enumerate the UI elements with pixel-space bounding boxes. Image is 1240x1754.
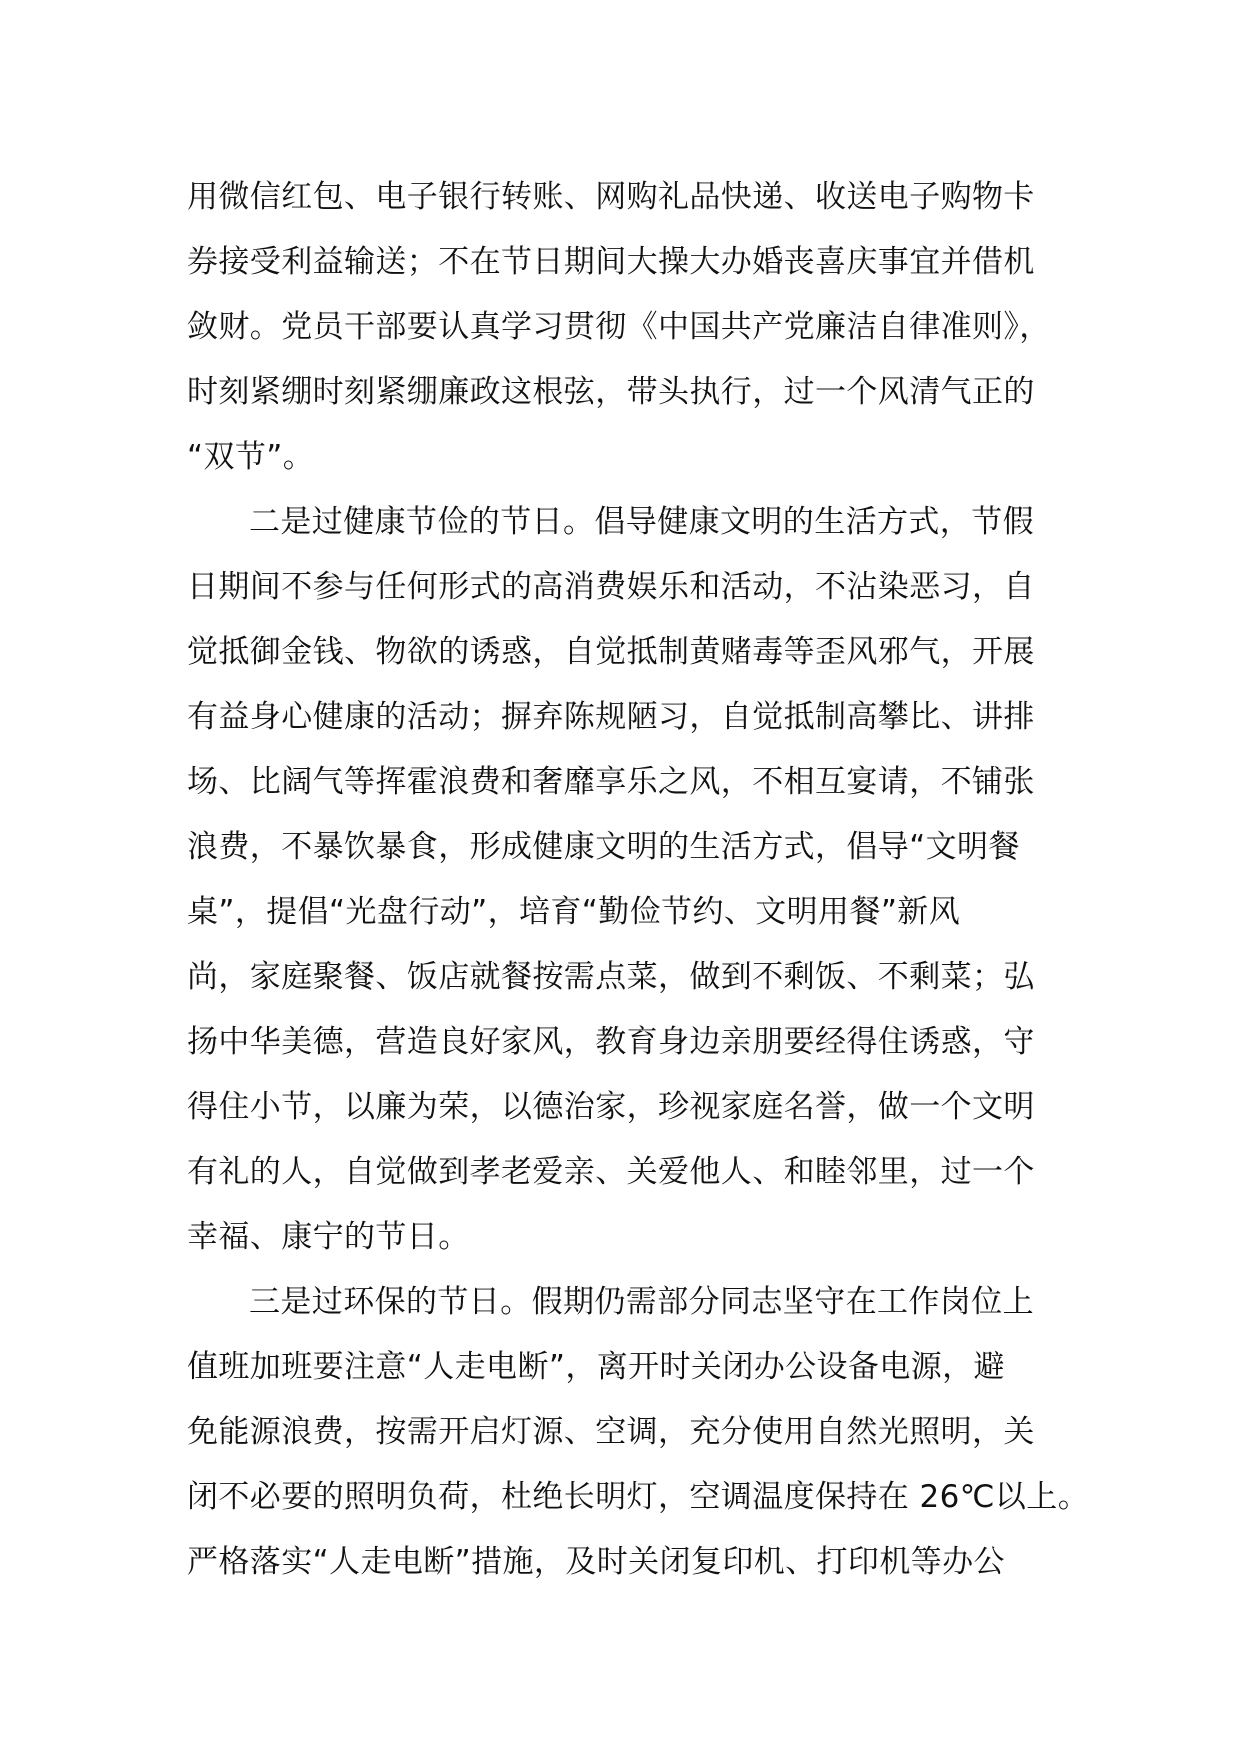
text-line: 值班加班要注意“人走电断”，离开时关闭办公设备电源，避 (187, 1349, 1005, 1385)
text-line: 幸福、康宁的节日。 (187, 1219, 470, 1255)
text-line: 有礼的人，自觉做到孝老爱亲、关爱他人、和睦邻里，过一个 (187, 1154, 1035, 1190)
text-line: 敛财。党员干部要认真学习贯彻《中国共产党廉洁自律准则》， (187, 309, 1051, 345)
text-line: “双节”。 (187, 439, 315, 475)
text-line: 日期间不参与任何形式的高消费娱乐和活动，不沾染恶习，自 (187, 569, 1035, 605)
body-text (187, 165, 1090, 1595)
text-line: 得住小节，以廉为荣，以德治家，珍视家庭名誉，做一个文明 (187, 1089, 1035, 1125)
text-line: 桌”，提倡“光盘行动”，培育“勤俭节约、文明用餐”新风 (187, 894, 961, 930)
text-line: 免能源浪费，按需开启灯源、空调，充分使用自然光照明，关 (187, 1414, 1035, 1450)
text-line: 有益身心健康的活动；摒弃陈规陋习，自觉抵制高攀比、讲排 (187, 699, 1035, 735)
text-line: 时刻紧绷时刻紧绷廉政这根弦，带头执行，过一个风清气正的 (187, 374, 1035, 410)
text-line: 用微信红包、电子银行转账、网购礼品快递、收送电子购物卡 (187, 179, 1035, 215)
text-line: 尚，家庭聚餐、饭店就餐按需点菜，做到不剩饭、不剩菜；弘 (187, 959, 1035, 995)
text-line: 券接受利益输送；不在节日期间大操大办婚丧喜庆事宜并借机 (187, 244, 1035, 280)
text-line: 浪费，不暴饮暴食，形成健康文明的生活方式，倡导“文明餐 (187, 829, 1020, 865)
text-line: 场、比阔气等挥霍浪费和奢靡享乐之风，不相互宴请，不铺张 (187, 764, 1035, 800)
text-line: 严格落实“人走电断”措施，及时关闭复印机、打印机等办公 (187, 1544, 1005, 1580)
text-line: 觉抵御金钱、物欲的诱惑，自觉抵制黄赌毒等歪风邪气，开展 (187, 634, 1035, 670)
text-line: 闭不必要的照明负荷，杜绝长明灯，空调温度保持在 26℃以上。 (187, 1479, 1090, 1515)
text-line: 扬中华美德，营造良好家风，教育身边亲朋要经得住诱惑，守 (187, 1024, 1035, 1060)
paragraph-start-line: 二是过健康节俭的节日。倡导健康文明的生活方式，节假 (249, 504, 1034, 540)
paragraph-start-line: 三是过环保的节日。假期仍需部分同志坚守在工作岗位上 (249, 1284, 1034, 1320)
